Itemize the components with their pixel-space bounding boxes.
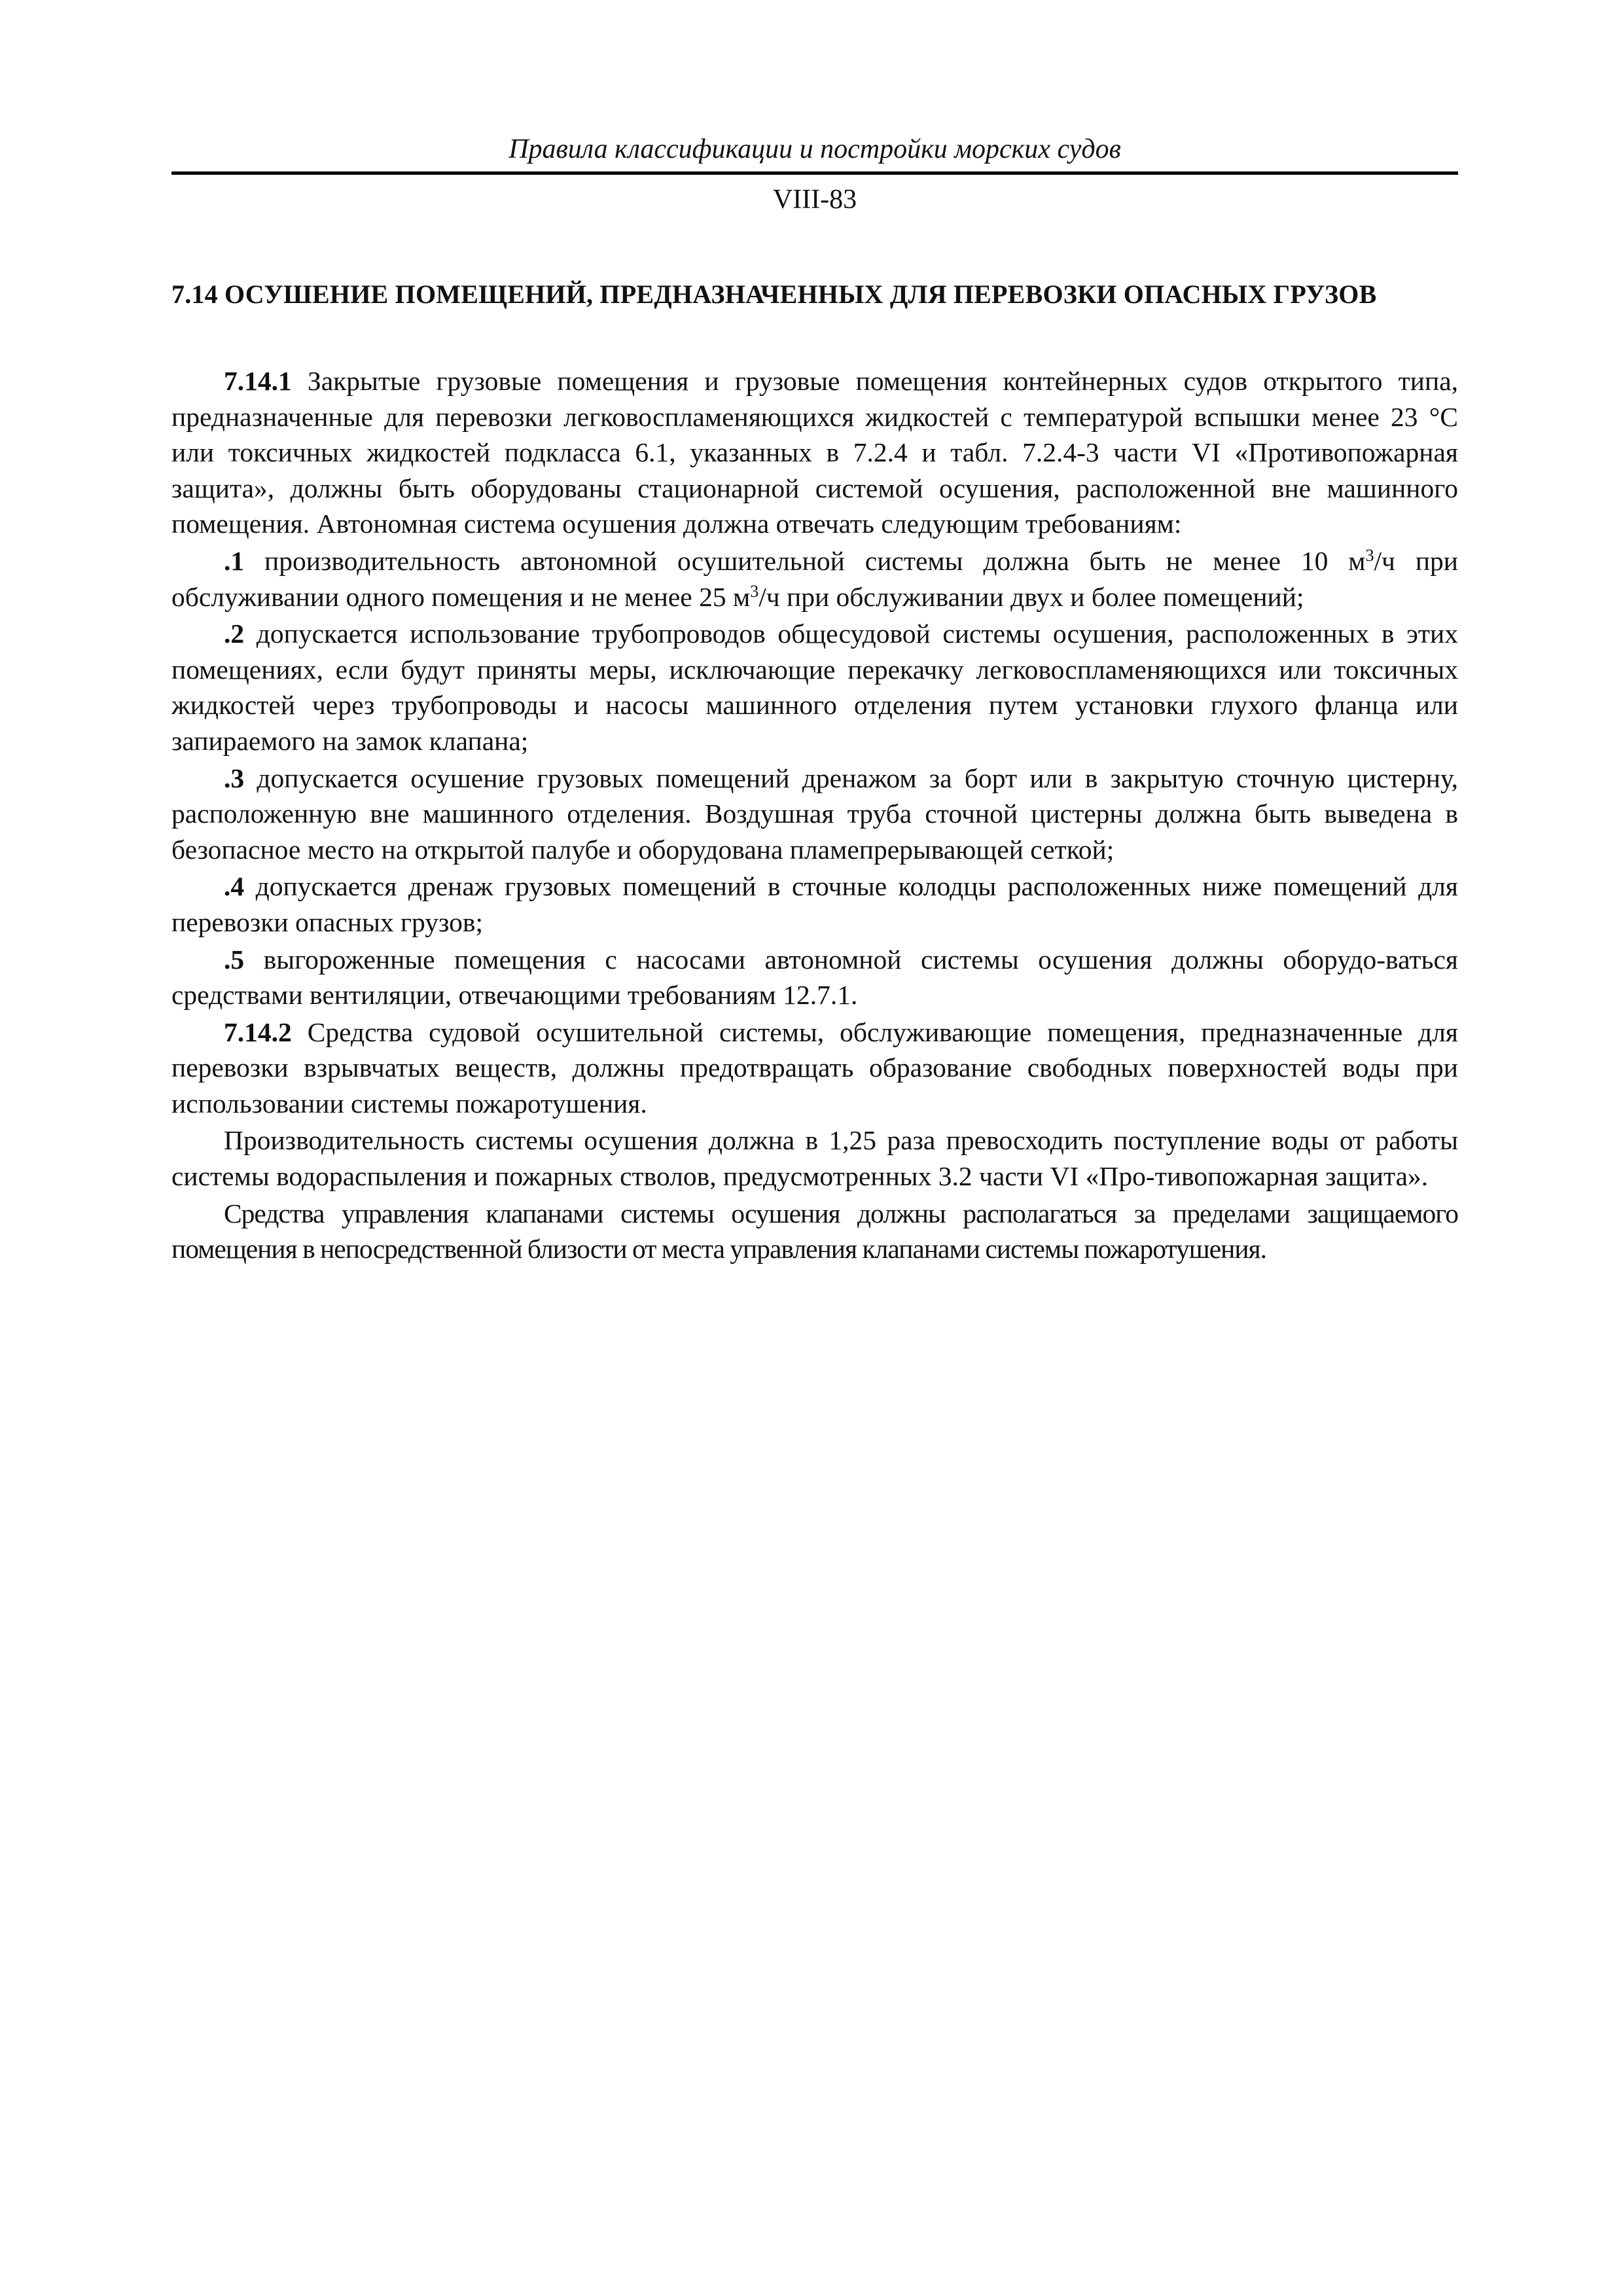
item-number: .3 [224, 762, 245, 793]
running-head-title: Правила классификации и постройки морских судов [171, 131, 1458, 175]
superscript: 3 [750, 581, 759, 601]
clause-number: 7.14.2 [224, 1016, 292, 1047]
section-body [171, 363, 1458, 1267]
document-page [171, 131, 1458, 1268]
list-item-1 [171, 543, 1458, 615]
list-item-2 [171, 616, 1458, 759]
paragraph-text: Закрытые грузовые помещения и грузовые помещения контейнерных судов открытого типа, предназначенные для перевозки легковоспламеняющихся жидкостей с температурой вспышки менее 23 °С или токсичных жидкостей подкласса 6.1, указанных в 7.2.4 и табл. 7.2.4-3 части VI «Противопожарная защита», должны быть оборудованы стационарной системой осушения, расположенной вне машинного помещения. Автономная система осушения должна отвечать следующим требованиям: [171, 366, 1458, 539]
paragraph-7-14-1 [171, 363, 1458, 542]
item-text: допускается осушение грузовых помещений дренажом за борт или в закрытую сточную цистерну, расположенную вне машинного отделения. Воздушная труба сточной цистерны должна быть выведена в безопасное место на открытой палубе и оборудована пламепрерывающей сеткой; [171, 762, 1458, 865]
superscript: 3 [1365, 545, 1374, 565]
item-number: .1 [224, 545, 245, 576]
page-number: VIII-83 [772, 185, 857, 215]
list-item-5 [171, 942, 1458, 1013]
item-text-part-a: производительность автономной осушительной системы должна быть не менее 10 м [244, 545, 1366, 576]
paragraph-7-14-2 [171, 1014, 1458, 1122]
item-text: выгороженные помещения с насосами автономной системы осушения должны оборудо-ваться средствами вентиляции, отвечающими требованиям 12.7.1. [171, 944, 1458, 1011]
item-text-part-b: /ч при обслуживании одного помещения и не менее 25 м [171, 545, 1458, 612]
item-text: допускается использование трубопроводов общесудовой системы осушения, расположенных в этих помещениях, если будут приняты меры, исключающие перекачку легковоспламеняющихся или токсичных жидкостей через трубопроводы и насосы машинного отделения путем установки глухого фланца или запираемого на замок клапана; [171, 619, 1458, 756]
section-title: 7.14 ОСУШЕНИЕ ПОМЕЩЕНИЙ, ПРЕДНАЗНАЧЕННЫХ ДЛЯ ПЕРЕВОЗКИ ОПАСНЫХ ГРУЗОВ [171, 279, 1377, 309]
item-text: допускается дренаж грузовых помещений в сточные колодцы расположенных ниже помещений для перевозки опасных грузов; [171, 871, 1458, 937]
list-item-4 [171, 869, 1458, 940]
item-number: .2 [224, 619, 245, 649]
clause-number: 7.14.1 [224, 366, 292, 396]
item-number: .5 [224, 944, 245, 975]
paragraph-valve-control: Средства управления клапанами системы осушения должны располагаться за пределами защищаемого помещения в непосредственной близости от места управления клапанами системы пожаротушения. [171, 1198, 1458, 1265]
paragraph-text: Средства судовой осушительной системы, обслуживающие помещения, предназначенные для перевозки взрывчатых веществ, должны предотвращать образование свободных поверхностей воды при использовании системы пожаротушения. [171, 1016, 1458, 1119]
paragraph-capacity: Производительность системы осушения должна в 1,25 раза превосходить поступление воды от работы системы водораспыления и пожарных стволов, предусмотренных 3.2 части VI «Про-тивопожарная защита». [171, 1125, 1458, 1192]
list-item-3 [171, 761, 1458, 868]
item-text-part-c: /ч при обслуживании двух и более помещений; [758, 581, 1304, 612]
item-number: .4 [224, 871, 245, 902]
